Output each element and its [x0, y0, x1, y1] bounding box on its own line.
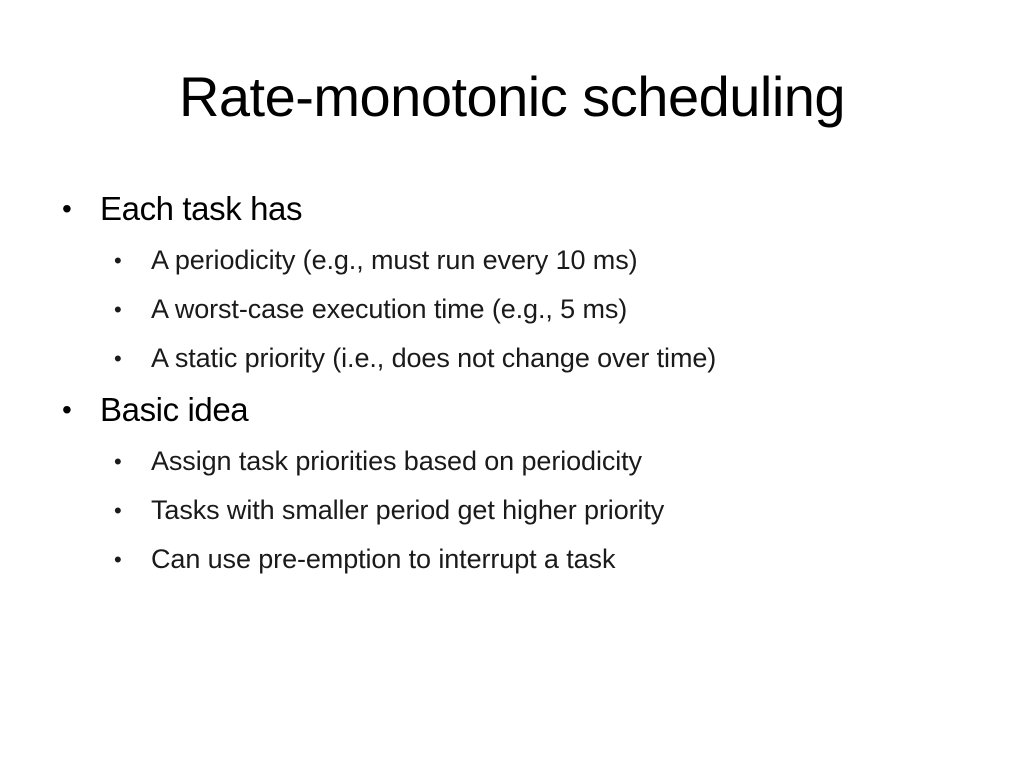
bullet-item [62, 186, 1002, 383]
sub-bullet-item [100, 334, 1002, 383]
sub-bullet-dot-icon: • [114, 449, 122, 474]
sub-bullet-text: Can use pre-emption to interrupt a task [151, 544, 616, 574]
bullet-text: Basic idea [100, 391, 249, 428]
sub-bullet-dot-icon: • [114, 297, 122, 322]
bullet-list [62, 186, 1002, 584]
sub-bullet-list [100, 236, 1002, 383]
slide-title: Rate-monotonic scheduling [178, 65, 846, 128]
sub-bullet-text: Assign task priorities based on periodicity [151, 446, 642, 476]
sub-bullet-text: Tasks with smaller period get higher priority [151, 495, 665, 525]
sub-bullet-item [100, 285, 1002, 334]
bullet-text: Each task has [100, 190, 303, 227]
sub-bullet-text: A periodicity (e.g., must run every 10 ms) [151, 245, 638, 275]
sub-bullet-dot-icon: • [114, 498, 122, 523]
sub-bullet-list [100, 437, 1002, 584]
sub-bullet-item [100, 486, 1002, 535]
bullet-dot-icon: • [62, 193, 72, 224]
sub-bullet-item [100, 437, 1002, 486]
sub-bullet-dot-icon: • [114, 547, 122, 572]
sub-bullet-dot-icon: • [114, 346, 122, 371]
bullet-dot-icon: • [62, 394, 72, 425]
sub-bullet-dot-icon: • [114, 248, 122, 273]
sub-bullet-item [100, 535, 1002, 584]
sub-bullet-item [100, 236, 1002, 285]
bullet-item [62, 387, 1002, 584]
sub-bullet-text: A worst-case execution time (e.g., 5 ms) [151, 294, 628, 324]
sub-bullet-text: A static priority (i.e., does not change over time) [151, 343, 717, 373]
